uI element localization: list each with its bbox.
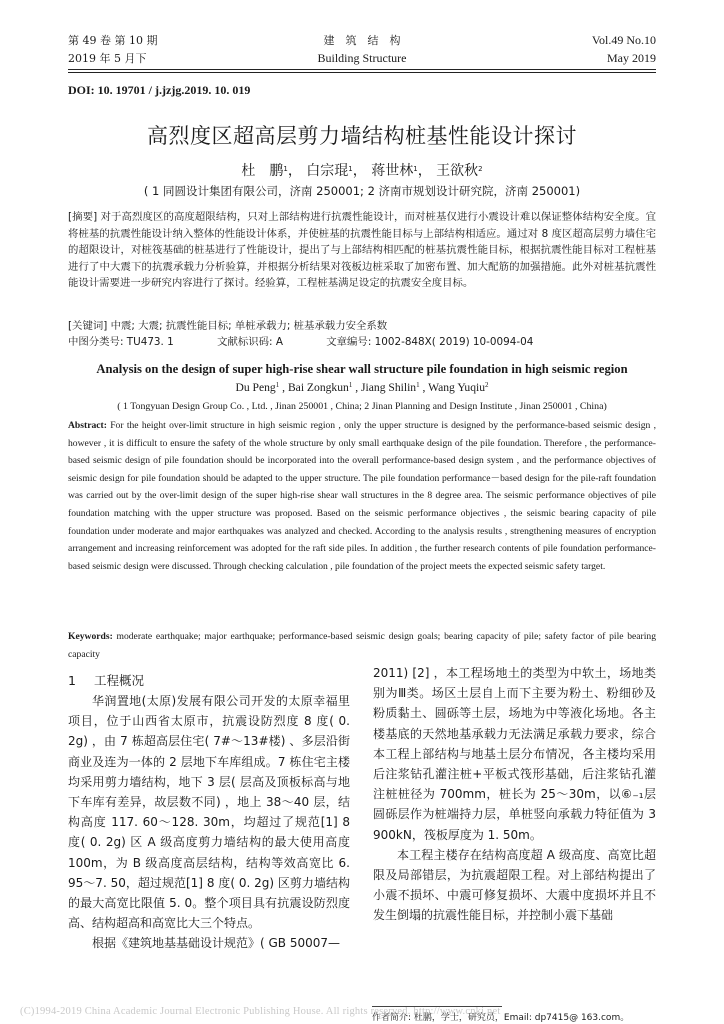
author-affiliation-mark: 2 — [478, 165, 483, 173]
header-date: 2019 年 5 月下 — [68, 52, 147, 65]
author-name-en: Wang Yuqiu — [428, 381, 486, 394]
keywords-en-text: moderate earthquake; major earthquake; performance-based seismic design goals; bearing capacity of pile; safety factor of pile bearing capacity — [68, 631, 657, 660]
section-number: 1 — [68, 673, 76, 688]
author-name-en: Bai Zongkun — [287, 381, 349, 394]
section-title: 工程概况 — [94, 673, 145, 688]
header-date-en: May 2019 — [607, 51, 656, 65]
body-column-right — [373, 663, 656, 926]
header-journal-en: Building Structure — [317, 51, 407, 65]
author-affiliation-mark: 1 — [416, 381, 420, 389]
abstract-en-label: Abstract: — [68, 420, 107, 431]
author-name: 王欲秋 — [436, 163, 479, 179]
affiliation-cn: ( 1 同圆设计集团有限公司，济南 250001; 2 济南市规划设计研究院，济南 250001) — [143, 184, 581, 198]
author-name: 蒋世林 — [371, 163, 414, 179]
author-name: 白宗琨 — [306, 163, 349, 179]
author-separator: ， — [417, 163, 432, 179]
cnki-watermark: (C)1994-2019 China Academic Journal Electronic Publishing House. All rights reserved. http://www.cnki.net — [20, 1006, 501, 1017]
author-affiliation-mark: 1 — [413, 165, 418, 173]
author-affiliation-mark: 1 — [348, 381, 353, 389]
abstract-cn — [68, 209, 656, 292]
header-volume-en: Vol.49 No.10 — [591, 33, 656, 47]
author-name-en: Du Peng — [235, 381, 276, 394]
author-separator: ， — [287, 163, 302, 179]
classification-cn — [68, 334, 656, 350]
body-paragraph: 2011) [2] ，本工程场地土的类型为中软土，场地类别为Ⅲ类。场区土层自上而下主要为粉土、粉细砂及粉质黏土、圆砾等土层，场地为中等液化场地。各主楼基底的天然地基承载力无法满足承载力要求，综合本工程上部结构与地基土层分布情况，各主楼均采用后注浆钻孔灌注桩+平板式筏形基础，后注浆钻孔灌注桩桩径为 700mm，桩长为 25～30m，以⑥₋₁层圆砾层作为桩端持力层，单桩竖向承载力特征值为 3 900kN，筏板厚度为 1. 50m。 — [373, 666, 656, 842]
section-heading — [68, 671, 144, 689]
author-separator: , — [419, 381, 429, 394]
author-affiliation-mark: 1 — [348, 165, 353, 173]
doi: DOI: 10. 19701 / j.jzjg.2019. 10. 019 — [68, 83, 251, 97]
body-paragraph: 本工程主楼存在结构高度超 A 级高度、高宽比超限及局部错层，为抗震超限工程。对上部结构提出了小震不损坏、中震可修复损坏、大震中度损坏并且不发生倒塌的抗震性能目标，并控制小震下基础 — [373, 847, 656, 923]
document-code: 文献标识码: A — [217, 336, 283, 348]
author-list-cn — [0, 160, 724, 180]
author-separator: , — [279, 381, 288, 394]
author-separator: ， — [352, 163, 367, 179]
header-rule-bottom — [68, 72, 656, 73]
article-title-cn: 高烈度区超高层剪力墙结构桩基性能设计探讨 — [147, 124, 577, 148]
body-column-left — [68, 691, 350, 954]
body-paragraph: 根据《建筑地基基础设计规范》( GB 50007— — [92, 936, 341, 951]
abstract-cn-label: [摘要] — [68, 211, 98, 223]
keywords-en — [68, 628, 656, 663]
author-separator: , — [352, 381, 362, 394]
author-name: 杜 鹏 — [241, 163, 284, 179]
keywords-cn-text: 中震; 大震; 抗震性能目标; 单桩承载力; 桩基承载力安全系数 — [110, 320, 388, 332]
header-journal-cn: 建 筑 结 构 — [323, 34, 401, 47]
article-title-en: Analysis on the design of super high-rise shear wall structure pile foundation in high seismic region — [96, 362, 628, 376]
keywords-cn — [68, 318, 656, 334]
abstract-en-text: For the height over-limit structure in high seismic region , only the upper structure is designed by the performance-based seismic design , however , it is difficult to ensure the safety of the whole structure by only small earthquake design of the pile foundation. Therefore , the performance-based seismic design of pile foundation should be incorporated into the overall performance-based design system , and the performance objectives of seismic design for pile foundation should be adapted to the upper structure. The pile foundation performance－based design for the pile-raft foundation was carried out by the over-limit design of the super high-rise shear wall structures in the 8 degree area. The seismic performance objectives of pile foundation matching with the upper structure was proposed. Based on the seismic performance objectives , the seismic bearing capacity of pile foundation under moderate and major earthquakes was analyzed and checked. According to the analysis results , strengthening measures of encryption arrangement and increasing reinforcement was adopted for the raft side piles. In addition , the further research contents of pile foundation performance-based seismic design were discussed. Through checking calculation , pile foundation of the project meets the expected seismic safety target. — [68, 420, 656, 572]
author-name-en: Jiang Shilin — [361, 381, 417, 394]
abstract-cn-text: 对于高烈度区的高度超限结构，只对上部结构进行抗震性能设计，而对桩基仅进行小震设计难以保证整体结构安全度。宜将桩基的抗震性能设计纳入整体的性能设计体系，并使桩基的抗震性能目标与上部结构相适应。通过对 8 度区超高层剪力墙住宅的超限设计，对桩筏基础的桩基进行了性能设计，提出了与上部结构相匹配的桩基抗震性能目标，根据抗震性能目标对工程桩基进行了中大震下的抗震承载力分析验算，并根据分析结果对筏板边桩采取了加密布置、加大配筋的加强措施。此外对桩基抗震性能设计需要进一步研究内容进行了探讨。经验算，工程桩基满足设定的抗震安全度目标。 — [68, 211, 657, 290]
clc-number: 中图分类号: TU473. 1 — [68, 336, 174, 348]
keywords-en-label: Keywords: — [68, 631, 113, 642]
author-footnote: 作者简介: 杜鹏，学士，研究员，Email: dp7415@ 163.com。 — [372, 1013, 630, 1023]
article-number: 文章编号: 1002-848X( 2019) 10-0094-04 — [326, 336, 534, 348]
affiliation-en: ( 1 Tongyuan Design Group Co. , Ltd. , Jinan 250001 , China; 2 Jinan Planning and Design Institute , Jinan 250001 , China) — [117, 401, 607, 412]
body-paragraph: 华润置地(太原)发展有限公司开发的太原幸福里项目，位于山西省太原市，抗震设防烈度 8 度( 0. 2g) ，由 7 栋超高层住宅( 7#～13#楼) 、多层沿街商业及连为一体的 2 层地下车库组成。7 栋住宅主楼均采用剪力墙结构，地下 3 层( 层高及顶板标高与地下车库有差异，故层数不同) ，地上 38～40 层，结构高度 117. 60～128. 30m，均超过了规范[1] 8 度( 0. 2g) 区 A 级高度剪力墙结构的最大使用高度 100m，为 B 级高度高层结构，结构等效高宽比 6. 95～7. 50，超过规范[1] 8 度( 0. 2g) 区剪力墙结构的最大高宽比限值 5. 0。整个项目具有抗震设防烈度高、结构超高和高宽比大三个特点。 — [68, 694, 350, 931]
author-affiliation-mark: 2 — [485, 381, 489, 389]
keywords-cn-label: [关键词] — [68, 320, 108, 332]
abstract-en — [68, 417, 656, 575]
header-rule-top — [68, 69, 656, 70]
author-affiliation-mark: 1 — [283, 165, 288, 173]
author-affiliation-mark: 1 — [275, 381, 280, 389]
header-volume: 第 49 卷 第 10 期 — [68, 34, 158, 47]
author-list-en — [68, 381, 656, 394]
